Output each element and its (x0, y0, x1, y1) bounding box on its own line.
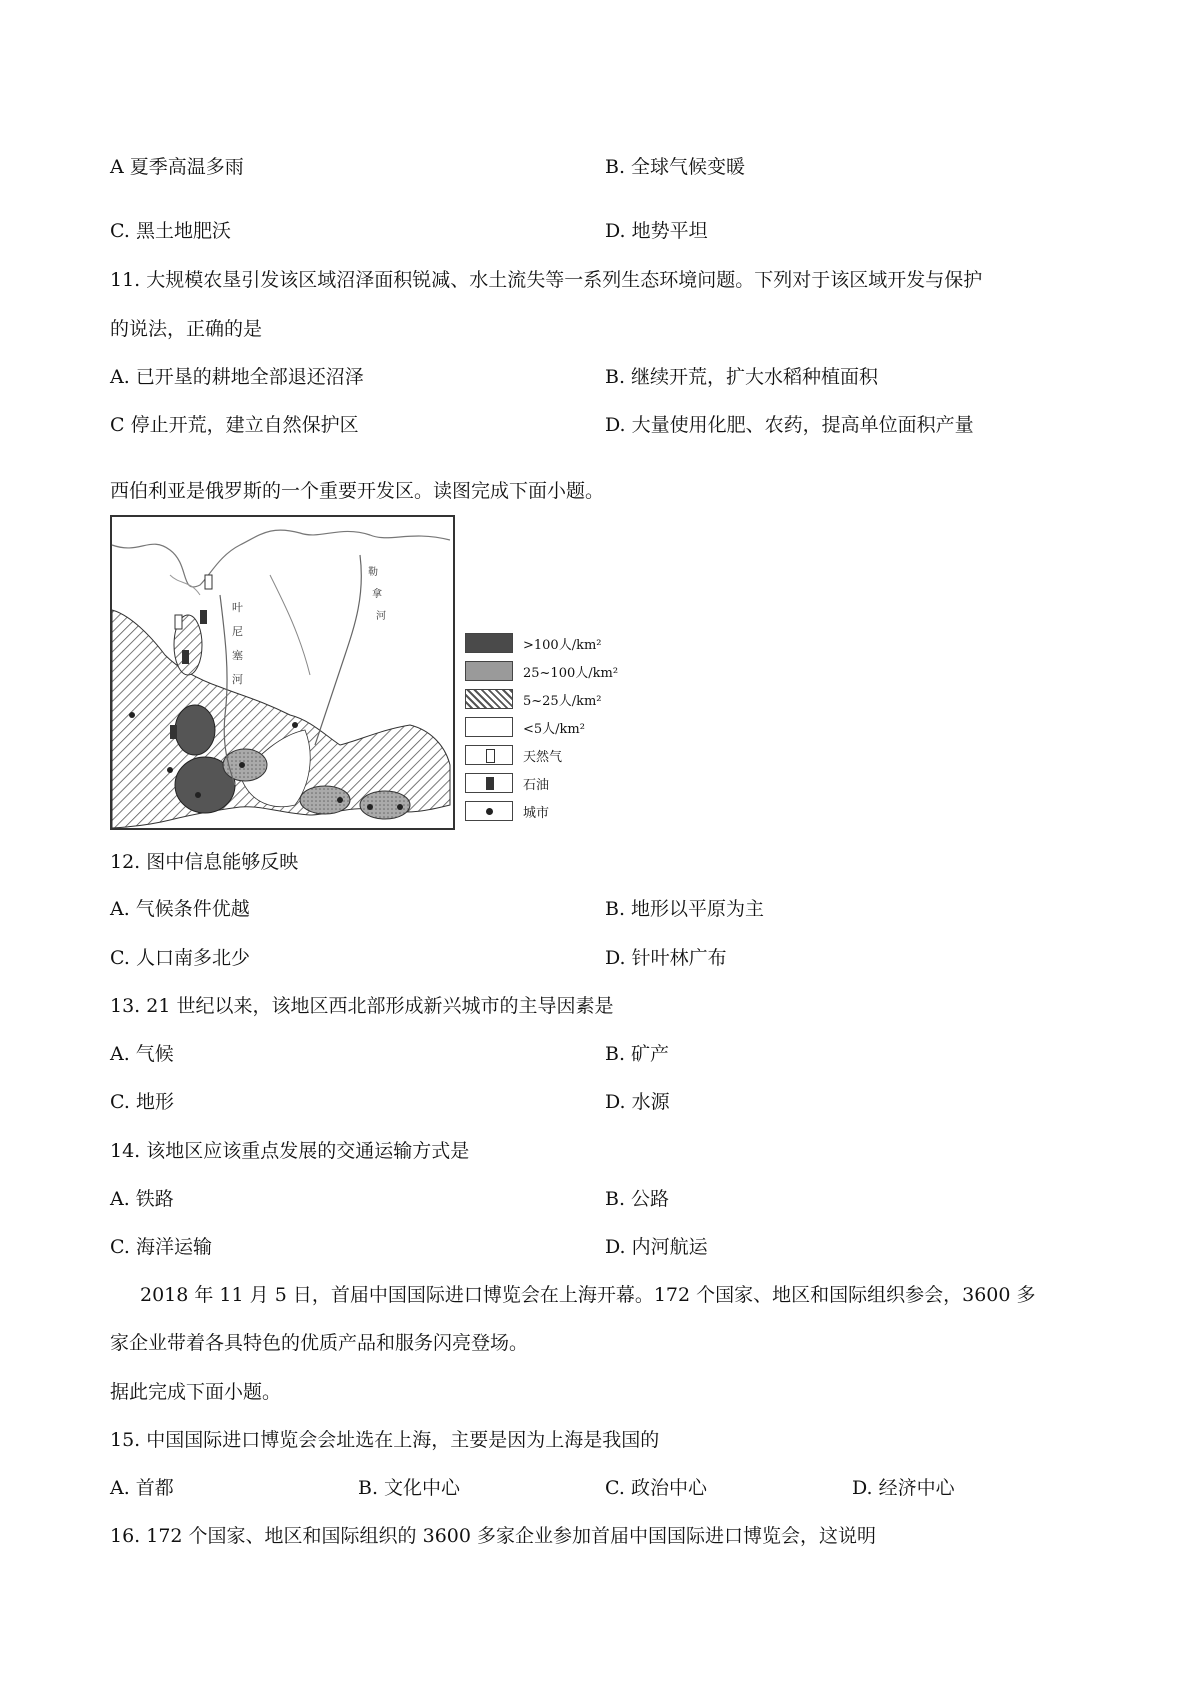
legend-item (465, 686, 645, 714)
river-label: 尼 (232, 625, 243, 638)
map-svg (110, 515, 455, 830)
q12-option-b: B. 地形以平原为主 (605, 898, 765, 920)
legend-label: 25~100人/km² (523, 666, 619, 681)
q10-option-d: D. 地势平坦 (605, 220, 708, 242)
q14-option-b: B. 公路 (605, 1188, 670, 1210)
q14-option-c: C. 海洋运输 (110, 1236, 212, 1258)
q10-option-c: C. 黑土地肥沃 (110, 220, 231, 242)
map-legend (465, 630, 645, 826)
legend-item (465, 798, 645, 826)
river-label: 塞 (232, 649, 243, 662)
river-label: 勒 (368, 567, 378, 578)
q15-option-d: D. 经济中心 (852, 1477, 955, 1499)
q13-stem: 13. 21 世纪以来，该地区西北部形成新兴城市的主导因素是 (110, 995, 614, 1017)
legend-label: 天然气 (523, 750, 563, 765)
expo-intro-line1: 2018 年 11 月 5 日，首届中国国际进口博览会在上海开幕。172 个国家、地区和国际组织参会，3600 多 (140, 1284, 1036, 1306)
river-label: 叶 (232, 601, 243, 614)
q13-option-c: C. 地形 (110, 1091, 174, 1113)
q15-option-a: A. 首都 (110, 1477, 174, 1499)
q12-option-c: C. 人口南多北少 (110, 947, 250, 969)
q12-stem: 12. 图中信息能够反映 (110, 851, 299, 873)
q14-stem: 14. 该地区应该重点发展的交通运输方式是 (110, 1140, 470, 1162)
q12-option-d: D. 针叶林广布 (605, 947, 727, 969)
q11-stem-line2: 的说法，正确的是 (110, 318, 263, 340)
q15-option-c: C. 政治中心 (605, 1477, 707, 1499)
q15-option-b: B. 文化中心 (358, 1477, 461, 1499)
legend-item (465, 658, 645, 686)
q10-option-a: A 夏季高温多雨 (110, 156, 244, 178)
siberia-population-map (110, 515, 455, 830)
legend-item (465, 714, 645, 742)
legend-swatch (465, 689, 513, 709)
q11-option-c: C 停止开荒，建立自然保护区 (110, 414, 359, 436)
legend-swatch (465, 717, 513, 737)
river-label: 拿 (372, 589, 382, 600)
legend-item (465, 630, 645, 658)
q13-option-a: A. 气候 (110, 1043, 174, 1065)
city-dot-icon (465, 801, 513, 821)
q14-option-d: D. 内河航运 (605, 1236, 708, 1258)
q11-option-a: A. 已开垦的耕地全部退还沼泽 (110, 366, 364, 388)
expo-intro-line2: 家企业带着各具特色的优质产品和服务闪亮登场。 (110, 1332, 529, 1354)
legend-label: >100人/km² (523, 638, 602, 653)
legend-item (465, 770, 645, 798)
expo-intro-line3: 据此完成下面小题。 (110, 1381, 282, 1403)
q11-stem-line1: 11. 大规模农垦引发该区域沼泽面积锐减、水土流失等一系列生态环境问题。下列对于该区域开发与保护 (110, 269, 983, 291)
q16-stem: 16. 172 个国家、地区和国际组织的 3600 多家企业参加首届中国国际进口博览会，这说明 (110, 1525, 876, 1547)
q12-option-a: A. 气候条件优越 (110, 898, 250, 920)
oil-icon (465, 773, 513, 793)
medium-area-3 (360, 791, 410, 819)
q13-option-d: D. 水源 (605, 1091, 670, 1113)
q15-stem: 15. 中国国际进口博览会会址选在上海，主要是因为上海是我国的 (110, 1429, 660, 1451)
q10-option-b: B. 全球气候变暖 (605, 156, 746, 178)
q11-option-d: D. 大量使用化肥、农药，提高单位面积产量 (605, 414, 974, 436)
legend-label: 5~25人/km² (523, 694, 602, 709)
gas-icon (465, 745, 513, 765)
legend-item (465, 742, 645, 770)
river-label: 河 (232, 673, 243, 686)
dense-area-1 (175, 705, 215, 755)
legend-label: 城市 (523, 806, 550, 821)
siberia-intro: 西伯利亚是俄罗斯的一个重要开发区。读图完成下面小题。 (110, 480, 605, 502)
legend-label: 石油 (523, 778, 550, 793)
legend-label: <5人/km² (523, 722, 585, 737)
legend-swatch (465, 633, 513, 653)
legend-swatch (465, 661, 513, 681)
q13-option-b: B. 矿产 (605, 1043, 670, 1065)
river-label: 河 (376, 611, 386, 622)
q14-option-a: A. 铁路 (110, 1188, 174, 1210)
q11-option-b: B. 继续开荒，扩大水稻种植面积 (605, 366, 879, 388)
